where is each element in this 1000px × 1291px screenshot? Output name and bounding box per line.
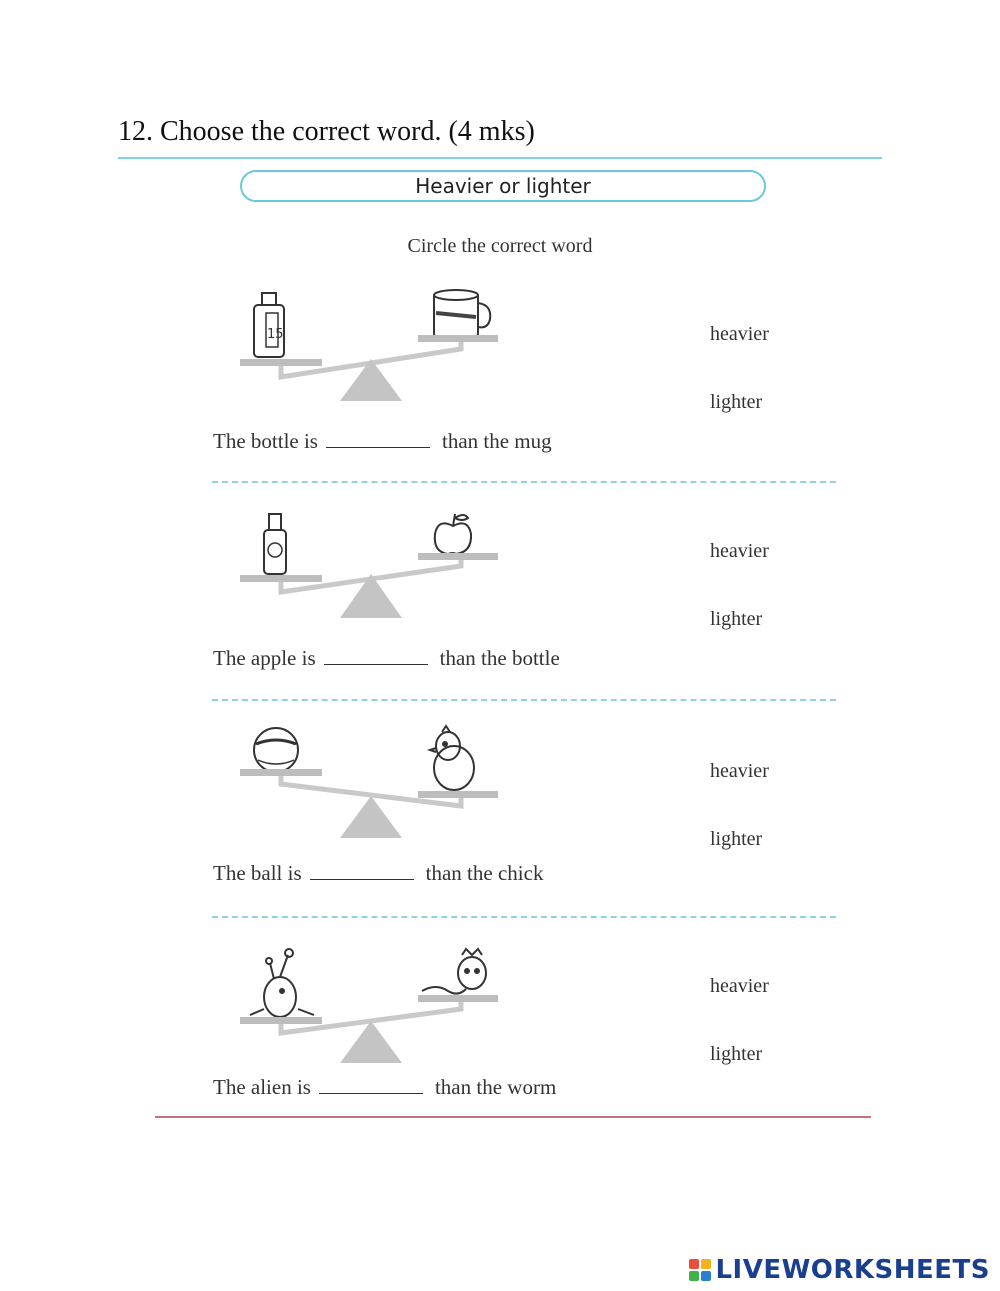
banner-title: Heavier or lighter <box>415 174 591 198</box>
bottle-icon <box>254 293 284 357</box>
sentence-start: The apple is <box>213 646 316 670</box>
exercise-item-2 <box>0 500 1000 700</box>
liveworksheets-logo <box>689 1255 990 1285</box>
item-separator <box>212 699 836 701</box>
exercise-item-1 <box>0 283 1000 483</box>
option-heavier-3[interactable]: heavier <box>710 760 769 782</box>
bottle-icon <box>264 514 286 574</box>
instruction-text: Circle the correct word <box>407 235 593 257</box>
sentence-start: The ball is <box>213 861 302 885</box>
sentence-start: The bottle is <box>213 429 318 453</box>
sentence-4 <box>213 1075 556 1100</box>
ball-icon <box>254 728 298 772</box>
option-heavier-4[interactable]: heavier <box>710 975 769 997</box>
item-separator <box>212 481 836 483</box>
balance-scale-4 <box>236 945 504 1075</box>
balance-scale-2 <box>236 500 504 630</box>
exercise-item-4 <box>0 945 1000 1145</box>
sentence-start: The alien is <box>213 1075 311 1099</box>
option-lighter-1[interactable]: lighter <box>710 391 763 413</box>
logo-text: LIVEWORKSHEETS <box>715 1255 990 1285</box>
sentence-2 <box>213 646 560 671</box>
worksheet-banner <box>240 170 766 202</box>
answer-blank-1[interactable] <box>326 433 430 448</box>
answer-blank-2[interactable] <box>324 650 428 665</box>
logo-mark-icon <box>689 1259 711 1281</box>
option-heavier-2[interactable]: heavier <box>710 540 769 562</box>
sentence-1 <box>213 429 552 454</box>
sentence-end: than the chick <box>425 861 544 885</box>
balance-scale-1 <box>236 283 504 413</box>
answer-blank-4[interactable] <box>319 1079 423 1094</box>
sentence-end: than the mug <box>441 429 552 453</box>
alien-icon <box>250 949 314 1017</box>
item-separator <box>212 916 836 918</box>
answer-blank-3[interactable] <box>310 865 414 880</box>
exercise-item-3 <box>0 720 1000 920</box>
option-lighter-3[interactable]: lighter <box>710 828 763 850</box>
bottom-rule <box>155 1116 871 1118</box>
svg-text:15: 15 <box>267 327 284 342</box>
mug-icon <box>434 290 490 339</box>
option-lighter-2[interactable]: lighter <box>710 608 763 630</box>
option-lighter-4[interactable]: lighter <box>710 1043 763 1065</box>
balance-scale-3 <box>236 720 504 850</box>
title-underline <box>118 157 882 159</box>
sentence-end: than the worm <box>434 1075 557 1099</box>
option-heavier-1[interactable]: heavier <box>710 323 769 345</box>
worm-icon <box>422 949 486 994</box>
sentence-3 <box>213 861 543 886</box>
sentence-end: than the bottle <box>439 646 560 670</box>
question-title: 12. Choose the correct word. (4 mks) <box>118 116 535 147</box>
chick-icon <box>430 726 474 790</box>
apple-icon <box>435 514 471 554</box>
